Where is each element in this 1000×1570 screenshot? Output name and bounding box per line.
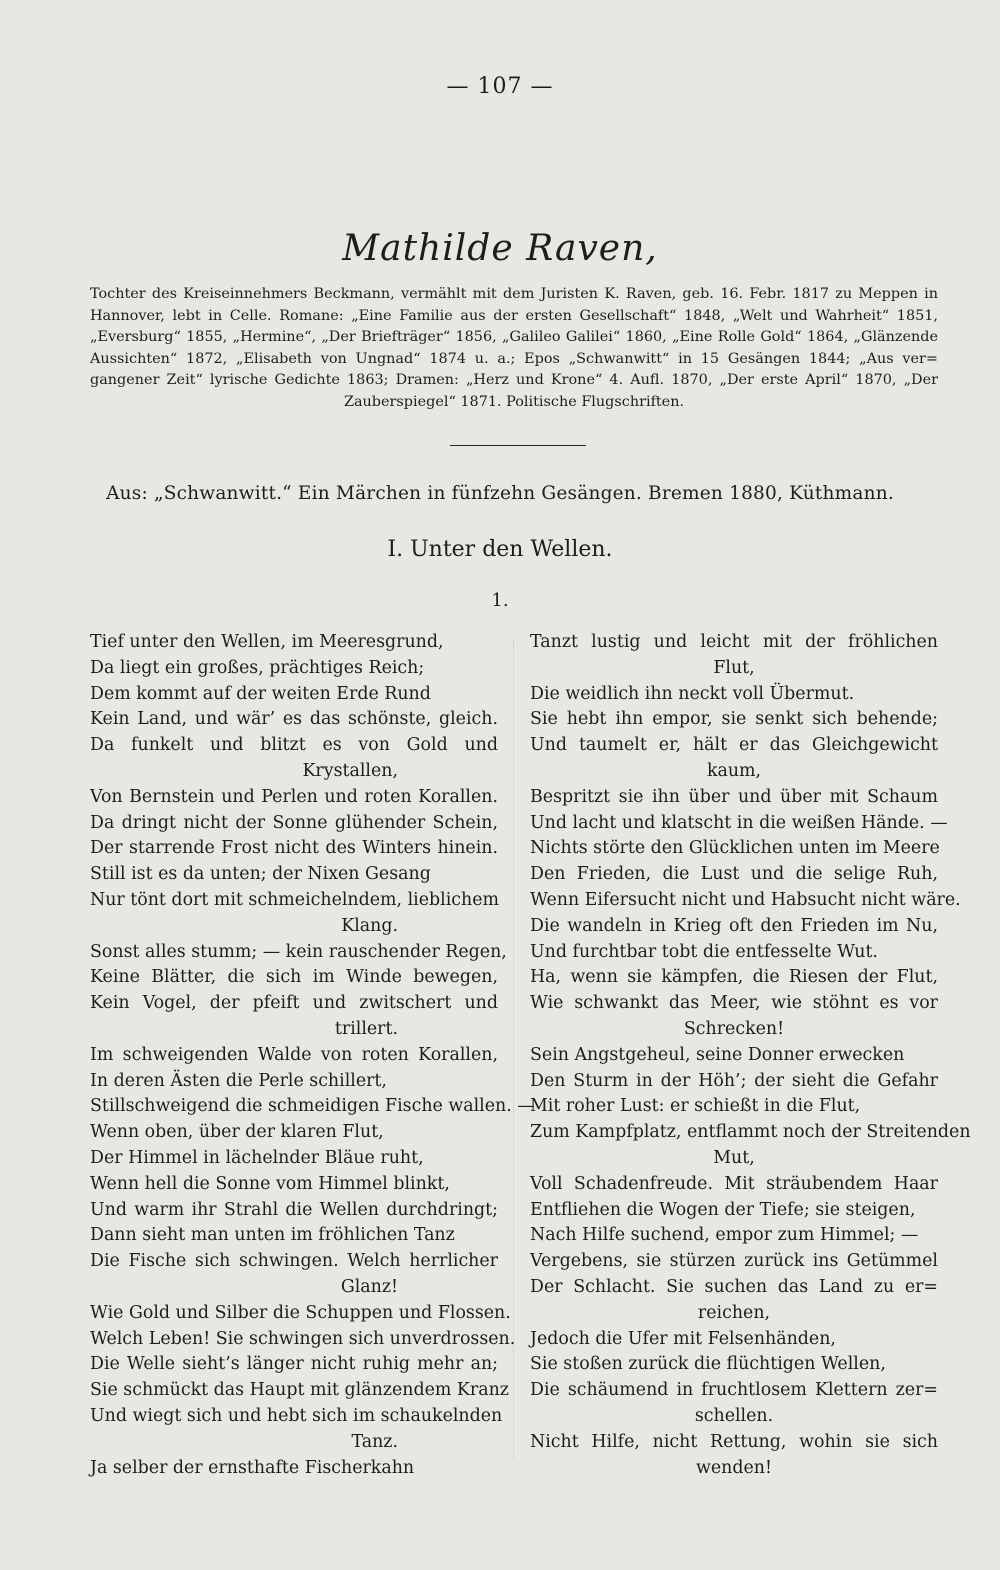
verse-line: Die schäumend in fruchtlosem Klettern zer=	[530, 1380, 938, 1401]
verse-line: Ha, wenn sie kämpfen, die Riesen der Flut,	[530, 967, 938, 988]
verse-line: Da funkelt und blitzt es von Gold und	[90, 735, 498, 756]
verse-line: kaum,	[706, 760, 762, 781]
verse-line: Den Frieden, die Lust und die selige Ruh,	[530, 864, 938, 885]
poem-right-column	[530, 630, 971, 1481]
verse-line: Stillschweigend die schmeidigen Fische wallen. —	[90, 1096, 535, 1117]
verse-line: Entfliehen die Wogen der Tiefe; sie steigen,	[530, 1199, 916, 1220]
verse-line: Tief unter den Wellen, im Meeresgrund,	[90, 632, 444, 652]
verse-line: Die Welle sieht’s länger nicht ruhig mehr an;	[90, 1354, 498, 1375]
verse-line: Und warm ihr Strahl die Wellen durchdringt;	[90, 1199, 498, 1220]
stanza-number: 1.	[491, 590, 509, 611]
verse-line: Sein Angstgeheul, seine Donner erwecken	[530, 1044, 905, 1065]
verse-line: Sonst alles stumm; — kein rauschender Regen,	[90, 941, 507, 962]
verse-line: Der Himmel in lächelnder Bläue ruht,	[90, 1147, 424, 1168]
verse-line: Ja selber der ernsthafte Fischerkahn	[90, 1457, 415, 1478]
bio-line: Aussichten“ 1872, „Elisabeth von Ungnad“ 1874 u. a.; Epos „Schwanwitt“ in 15 Gesängen 1844; „Aus ver=	[90, 350, 938, 367]
verse-line: Den Sturm in der Höh’; der sieht die Gefahr	[530, 1070, 938, 1091]
verse-line: Kein Land, und wär’ es das schönste, gleich.	[90, 709, 498, 730]
verse-line: Da dringt nicht der Sonne glühender Schein,	[90, 812, 498, 833]
verse-line: Die weidlich ihn neckt voll Übermut.	[530, 683, 855, 704]
section-divider	[450, 445, 586, 446]
verse-line: Flut,	[713, 657, 755, 678]
verse-line: Kein Vogel, der pfeift und zwitschert und	[90, 993, 498, 1014]
verse-line: Mit roher Lust: er schießt in die Flut,	[530, 1096, 861, 1117]
verse-line: Wie Gold und Silber die Schuppen und Flossen.	[90, 1302, 511, 1323]
verse-line: wenden!	[696, 1457, 772, 1478]
verse-line: reichen,	[697, 1302, 771, 1323]
verse-line: Und lacht und klatscht in die weißen Hände. —	[530, 812, 948, 833]
author-biography	[90, 284, 938, 414]
verse-line: schellen.	[694, 1405, 774, 1426]
verse-line: Dann sieht man unten im fröhlichen Tanz	[90, 1225, 455, 1246]
verse-line: Nur tönt dort mit schmeichelndem, lieblichem	[90, 889, 500, 910]
verse-line: Da liegt ein großes, prächtiges Reich;	[90, 657, 425, 678]
verse-line: Schrecken!	[683, 1018, 785, 1039]
verse-line: Voll Schadenfreude. Mit sträubendem Haar	[530, 1173, 938, 1194]
verse-line: Welch Leben! Sie schwingen sich unverdrossen.	[90, 1328, 516, 1349]
verse-line: Nicht Hilfe, nicht Rettung, wohin sie sich	[530, 1431, 938, 1452]
verse-line: Vergebens, sie stürzen zurück ins Getümmel	[530, 1251, 938, 1272]
verse-line: Still ist es da unten; der Nixen Gesang	[90, 864, 431, 885]
page-number: — 107 —	[446, 74, 554, 99]
verse-line: Krystallen,	[302, 760, 398, 781]
verse-line: Der starrende Frost nicht des Winters hinein.	[90, 838, 498, 859]
verse-line: trillert.	[334, 1018, 398, 1039]
source-citation: Aus: „Schwanwitt.“ Ein Märchen in fünfzehn Gesängen. Bremen 1880, Küthmann.	[106, 483, 894, 504]
verse-line: Und taumelt er, hält er das Gleichgewicht	[530, 735, 938, 756]
verse-line: Keine Blätter, die sich im Winde bewegen,	[90, 967, 498, 988]
verse-line: Zum Kampfplatz, entflammt noch der Streitenden	[530, 1122, 971, 1143]
verse-line: Mut,	[713, 1147, 755, 1168]
bio-line: Zauberspiegel“ 1871. Politische Flugschriften.	[343, 393, 685, 410]
bio-line: Hannover, lebt in Celle. Romane: „Eine Familie aus der ersten Gesellschaft“ 1848, „Welt und Wahrheit“ 1851,	[90, 307, 938, 324]
verse-line: Wie schwankt das Meer, wie stöhnt es vor	[530, 993, 938, 1014]
verse-line: Nichts störte den Glücklichen unten im Meere	[530, 838, 940, 859]
verse-line: Sie hebt ihn empor, sie senkt sich behende;	[530, 709, 938, 730]
verse-line: Nach Hilfe suchend, empor zum Himmel; —	[530, 1225, 919, 1246]
section-heading: I. Unter den Wellen.	[387, 537, 613, 562]
verse-line: Im schweigenden Walde von roten Korallen,	[90, 1044, 498, 1065]
page-title: Mathilde Raven,	[342, 228, 658, 269]
verse-line: Sie stoßen zurück die flüchtigen Wellen,	[530, 1354, 886, 1375]
verse-line: Dem kommt auf der weiten Erde Rund	[90, 683, 431, 704]
verse-line: Die Fische sich schwingen. Welch herrlicher	[90, 1251, 498, 1272]
verse-line: Klang.	[341, 915, 398, 936]
verse-line: Von Bernstein und Perlen und roten Korallen.	[90, 786, 498, 807]
verse-line: Wenn Eifersucht nicht und Habsucht nicht wäre.	[530, 889, 961, 910]
verse-line: Tanzt lustig und leicht mit der fröhlichen	[530, 632, 938, 652]
verse-line: Wenn hell die Sonne vom Himmel blinkt,	[90, 1173, 450, 1194]
verse-line: Der Schlacht. Sie suchen das Land zu er=	[530, 1276, 938, 1297]
bio-line: Tochter des Kreiseinnehmers Beckmann, vermählt mit dem Juristen K. Raven, geb. 16. Febr. 1817 zu Meppen in	[90, 286, 938, 302]
poem-left-column	[90, 630, 535, 1481]
verse-line: Bespritzt sie ihn über und über mit Schaum	[530, 786, 938, 807]
verse-line: Jedoch die Ufer mit Felsenhänden,	[530, 1328, 836, 1349]
bio-line: gangener Zeit“ lyrische Gedichte 1863; Dramen: „Herz und Krone“ 4. Aufl. 1870, „Der erste April“ 1870, „Der	[90, 372, 938, 389]
verse-line: Wenn oben, über der klaren Flut,	[90, 1122, 384, 1143]
verse-line: Und wiegt sich und hebt sich im schaukelnden	[90, 1405, 503, 1426]
verse-line: Glanz!	[340, 1276, 398, 1297]
verse-line: Tanz.	[351, 1431, 398, 1452]
verse-line: Und furchtbar tobt die entfesselte Wut.	[530, 941, 878, 962]
bio-line: „Eversburg“ 1855, „Hermine“, „Der Briefträger“ 1856, „Galileo Galilei“ 1860, „Eine Rolle Gold“ 1864, „Glänzende	[90, 329, 938, 346]
verse-line: In deren Ästen die Perle schillert,	[90, 1070, 387, 1091]
verse-line: Sie schmückt das Haupt mit glänzendem Kranz	[90, 1380, 509, 1401]
verse-line: Die wandeln in Krieg oft den Frieden im Nu,	[530, 915, 938, 936]
